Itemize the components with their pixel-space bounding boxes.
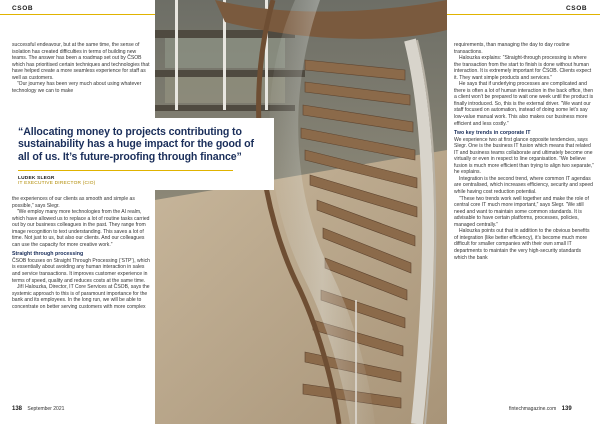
- pull-quote: [12, 118, 274, 190]
- header-rule-left: [0, 14, 155, 15]
- footer-left: [12, 406, 64, 412]
- page-number-right: 139: [561, 406, 572, 412]
- body-paragraph: Halouzka explains: “Straight-through processing is where the transaction from the start to finish is done without human interaction. It is extremely important for ČSOB. Clients expect it. They want simple products and services.”: [454, 55, 592, 81]
- site-url: fintechmagazine.com: [509, 406, 557, 412]
- page-number-left: 138: [12, 406, 23, 412]
- body-paragraph: He says that if underlying processes are complicated and there is often a lot of human interaction in the back office, then a client won’t be prepared to wait one week until the product is finally introduced. So, this is the external driver. “We want our staff focused on automation, instead of doing some let’s say low-value manual work. This also makes our business more efficient and less costly.”: [454, 81, 594, 127]
- quote-attribution-name: LUDEK SLEGR: [18, 176, 55, 182]
- left-column-top: [12, 42, 152, 94]
- left-column-bottom: [12, 196, 152, 310]
- body-paragraph: “These two trends work well together and make the role of central core IT much more important,” says Slegr. “We still need and want to maintain some common standards. It is advisable to have certain platforms, processes, policies, managed centrally.”: [454, 195, 589, 228]
- body-paragraph: “Our journey has been very much about using whatever technology we can to make: [12, 81, 142, 94]
- body-paragraph: “We employ many more technologies from the AI realm, which have allowed us to replace a lot of routine tasks carried out by our business colleagues in the past. They range from image recognition to text understanding. This saves a lot of time. Not just to us, but also our clients. And our colleagues can use the capacity for more creative work.”: [12, 209, 150, 248]
- brand-left: CSOB: [12, 5, 34, 12]
- subheading: Straight through processing: [12, 251, 84, 258]
- body-paragraph: requirements, than managing the day to day routine transactions.: [454, 42, 570, 55]
- pull-quote-text: “Allocating money to projects contributing to sustainability has a huge impact for the good of all of us. It’s future-proofing through finance”: [18, 126, 254, 163]
- body-paragraph: Integration is the second trend, where common IT agendas are centralised, which increases efficiency, security and speed while having cost reduction potential.: [454, 175, 593, 196]
- right-column: [454, 42, 594, 261]
- staircase-illustration: [155, 0, 447, 424]
- quote-attribution-role: IT EXECUTIVE DIRECTOR (CIO): [18, 181, 96, 187]
- issue-date: September 2021: [27, 406, 65, 412]
- brand-right: CSOB: [566, 5, 588, 12]
- body-paragraph: successful endeavour, but at the same time, the sense of isolation has created difficulties in terms of building new teams. The answer has been a roadmap set out by ČSOB which has prioritised certain techniques and technologies that have helped create a more seamless experience for staff as well as customers.: [12, 42, 150, 81]
- body-paragraph: Jiří Halouzka, Director, IT Core Services at ČSOB, says the systemic approach to this is of paramount importance for the bank and its employees. In the long run, we will be able to concentrate on better serving customers with more complex: [12, 284, 150, 310]
- staircase-photo: [155, 0, 447, 424]
- footer-right: [509, 406, 572, 412]
- body-paragraph: ČSOB focuses on Straight Through Processing (‘STP’), which is essentially about avoiding any human interaction in sales and service transactions. It improves customer experience in terms of speed, quality and reduces costs at the same time.: [12, 257, 150, 284]
- subheading: Two key trends in corporate IT: [454, 130, 531, 137]
- body-paragraph: the experiences of our clients as smooth and simple as possible,” says Slegr.: [12, 196, 135, 209]
- body-paragraph: Halouzka points out that in addition to the obvious benefits of integration (like better efficiency), it’s become much more difficult for smaller companies with their own small IT departments to maintain the very high-security standards which the bank: [454, 228, 590, 261]
- body-paragraph: We experience two at first glance opposite tendencies, says Slegr. One is the business IT fusion which means that related IT and business teams collaborate and ultimately become one virtually or even in respect to line organisation. “We believe fusion is much more efficient than trying to align two separate,” he explains.: [454, 136, 594, 176]
- header-rule-right: [447, 14, 600, 15]
- pull-quote-rule: [18, 170, 233, 171]
